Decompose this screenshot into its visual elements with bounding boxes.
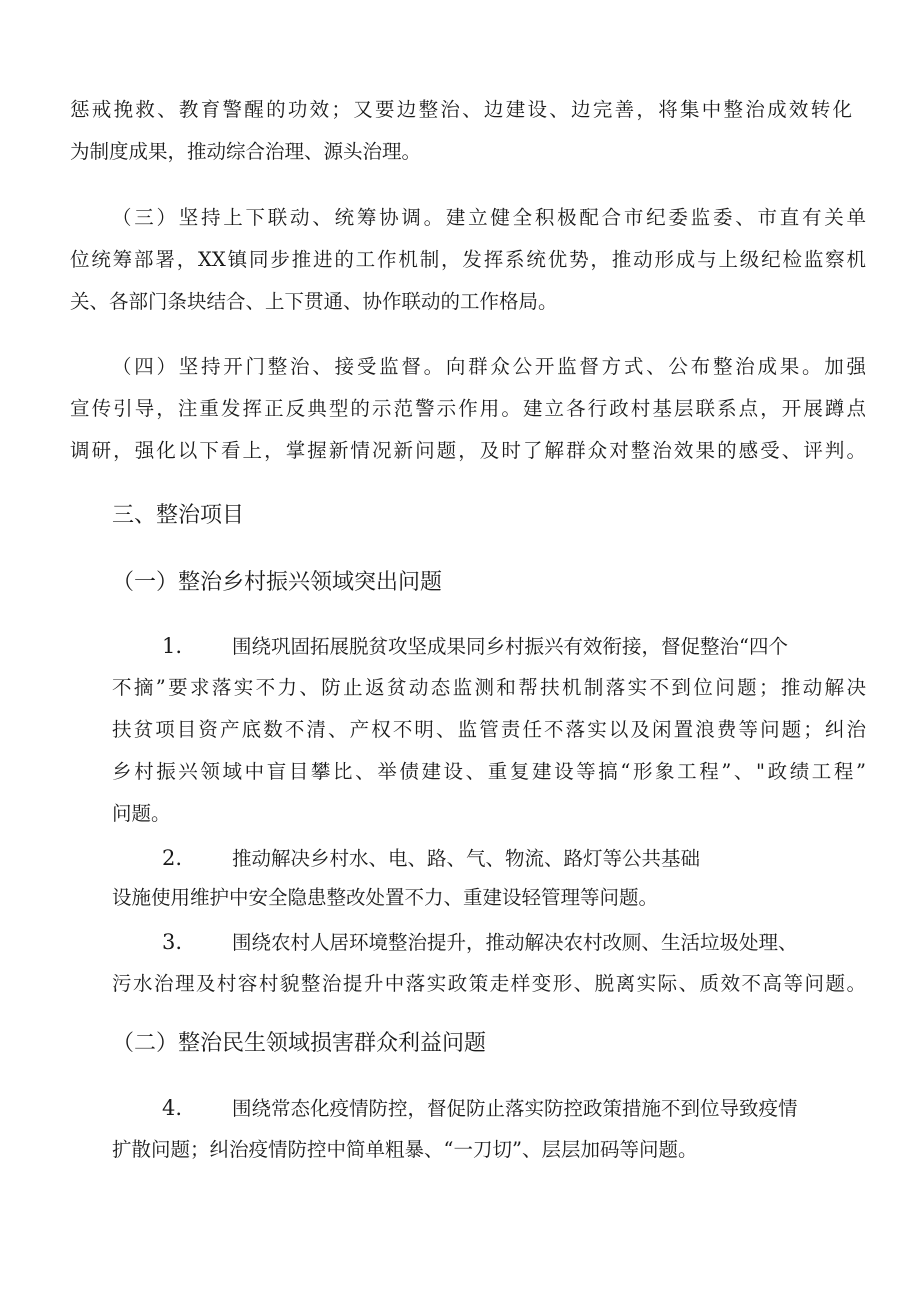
item-text: 围绕农村人居环境整治提升，推动解决农村改厕、生活垃圾处理、 — [232, 931, 798, 954]
paragraph-line: 乡村振兴领域中盲目攀比、举债建设、重复建设等搞“形象工程”、"政绩工程” — [112, 760, 866, 783]
paragraph-line: 不摘”要求落实不力、防止返贫动态监测和帮扶机制落实不到位问题；推动解决 — [112, 676, 866, 699]
paragraph-line: 为制度成果，推动综合治理、源头治理。 — [70, 140, 422, 163]
paragraph-line: （四）坚持开门整治、接受监督。向群众公开监督方式、公布整治成果。加强 — [112, 355, 866, 378]
item-number: 1. — [162, 634, 183, 658]
paragraph-line: 设施使用维护中安全隐患整改处置不力、重建设轻管理等问题。 — [112, 886, 659, 909]
item-text: 推动解决乡村水、电、路、气、物流、路灯等公共基础 — [232, 847, 701, 870]
section-heading: 三、整治项目 — [112, 503, 245, 528]
paragraph-line: 位统筹部署，XX镇同步推进的工作机制，发挥系统优势，推动形成与上级纪检监察机 — [70, 248, 866, 271]
list-item-first-line — [162, 846, 700, 871]
item-number: 3. — [162, 930, 183, 954]
item-text: 围绕常态化疫情防控，督促防止落实防控政策措施不到位导致疫情 — [232, 1097, 798, 1120]
item-number: 4. — [162, 1096, 183, 1120]
item-text: 围绕巩固拓展脱贫攻坚成果同乡村振兴有效衔接，督促整治“四个 — [232, 635, 788, 658]
paragraph-line: 扶贫项目资产底数不清、产权不明、监管责任不落实以及闲置浪费等问题；纠治 — [112, 718, 866, 741]
paragraph-line: （三）坚持上下联动、统筹协调。建立健全积极配合市纪委监委、市直有关单 — [112, 206, 866, 229]
item-number: 2. — [162, 846, 183, 870]
list-item-first-line — [162, 1096, 798, 1121]
paragraph-line: 污水治理及村容村貌整治提升中落实政策走样变形、脱离实际、质效不高等问题。 — [112, 972, 866, 995]
paragraph-line: 扩散问题；纠治疫情防控中简单粗暴、“一刀切”、层层加码等问题。 — [112, 1138, 698, 1161]
paragraph-line: 调研，强化以下看上，掌握新情况新问题，及时了解群众对整治效果的感受、评判。 — [70, 439, 866, 462]
paragraph-line: 宣传引导，注重发挥正反典型的示范警示作用。建立各行政村基层联系点，开展蹲点 — [70, 397, 866, 420]
paragraph-line: 惩戒挽救、教育警醒的功效；又要边整治、边建设、边完善，将集中整治成效转化 — [70, 98, 852, 121]
paragraph-line: 问题。 — [112, 802, 171, 825]
paragraph-line: 关、各部门条块结合、上下贯通、协作联动的工作格局。 — [70, 290, 558, 313]
subsection-heading: （二）整治民生领域损害群众利益问题 — [112, 1031, 487, 1056]
list-item-first-line — [162, 634, 866, 659]
subsection-heading: （一）整治乡村振兴领域突出问题 — [112, 570, 443, 595]
list-item-first-line — [162, 930, 798, 955]
